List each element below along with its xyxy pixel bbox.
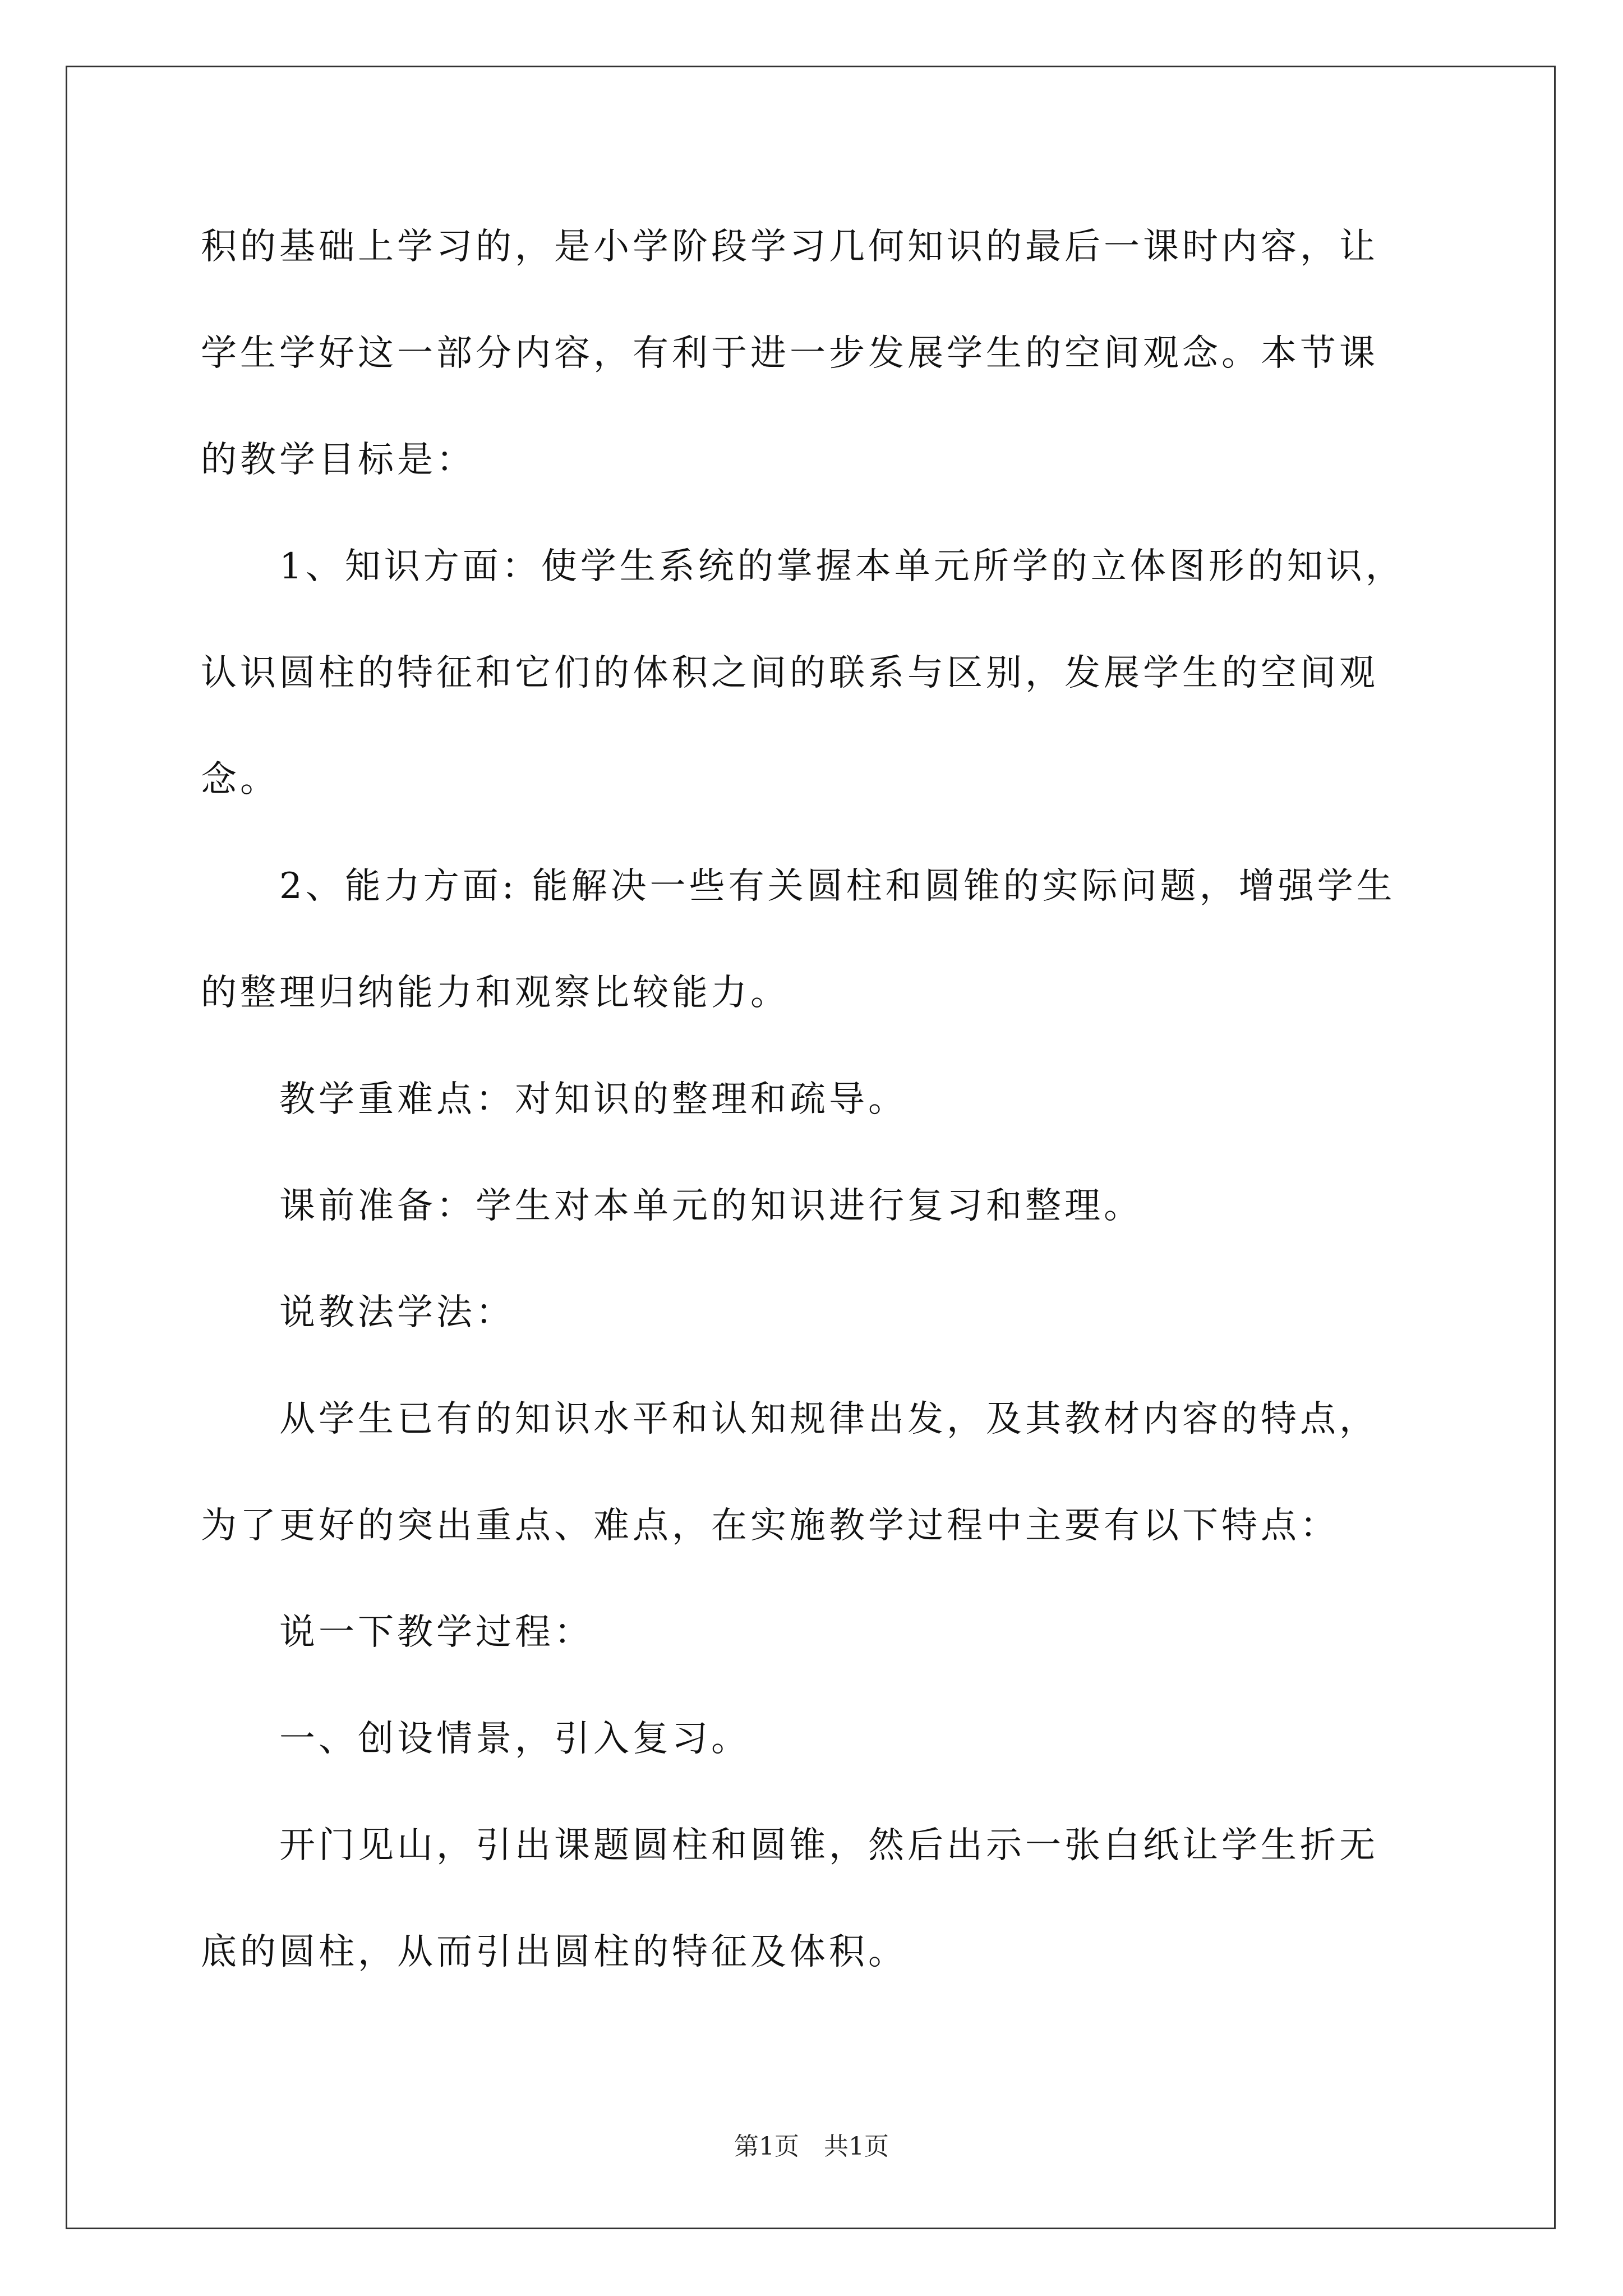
text-line: 的教学目标是：	[201, 439, 476, 481]
text-line: 说教法学法：	[279, 1292, 515, 1333]
text-line: 学生学好这一部分内容，有利于进一步发展学生的空间观念。本节课	[201, 333, 1378, 374]
document-body	[201, 213, 1429, 2025]
text-line: 认识圆柱的特征和它们的体积之间的联系与区别，发展学生的空间观	[201, 652, 1378, 694]
text-line: 说一下教学过程：	[279, 1612, 593, 1653]
text-line: 一、创设情景，引入复习。	[279, 1718, 750, 1760]
text-line: 1、知识方面：使学生系统的掌握本单元所学的立体图形的知识，	[279, 546, 1405, 587]
text-line: 从学生已有的知识水平和认知规律出发，及其教材内容的特点，	[279, 1398, 1378, 1440]
page-number-footer: 第1页 共1页	[734, 2132, 889, 2161]
text-line: 的整理归纳能力和观察比较能力。	[201, 972, 790, 1014]
text-line: 教学重难点：对知识的整理和疏导。	[279, 1079, 907, 1120]
text-line: 积的基础上学习的，是小学阶段学习几何知识的最后一课时内容，让	[201, 226, 1378, 268]
text-line: 底的圆柱，从而引出圆柱的特征及体积。	[201, 1931, 907, 1973]
text-line: 开门见山，引出课题圆柱和圆锥，然后出示一张白纸让学生折无	[279, 1825, 1378, 1866]
text-line: 念。	[201, 759, 279, 800]
text-line: 2、能力方面: 能解决一些有关圆柱和圆锥的实际问题，增强学生	[279, 866, 1396, 907]
text-line: 为了更好的突出重点、难点，在实施教学过程中主要有以下特点：	[201, 1505, 1339, 1547]
text-line: 课前准备：学生对本单元的知识进行复习和整理。	[279, 1185, 1143, 1227]
